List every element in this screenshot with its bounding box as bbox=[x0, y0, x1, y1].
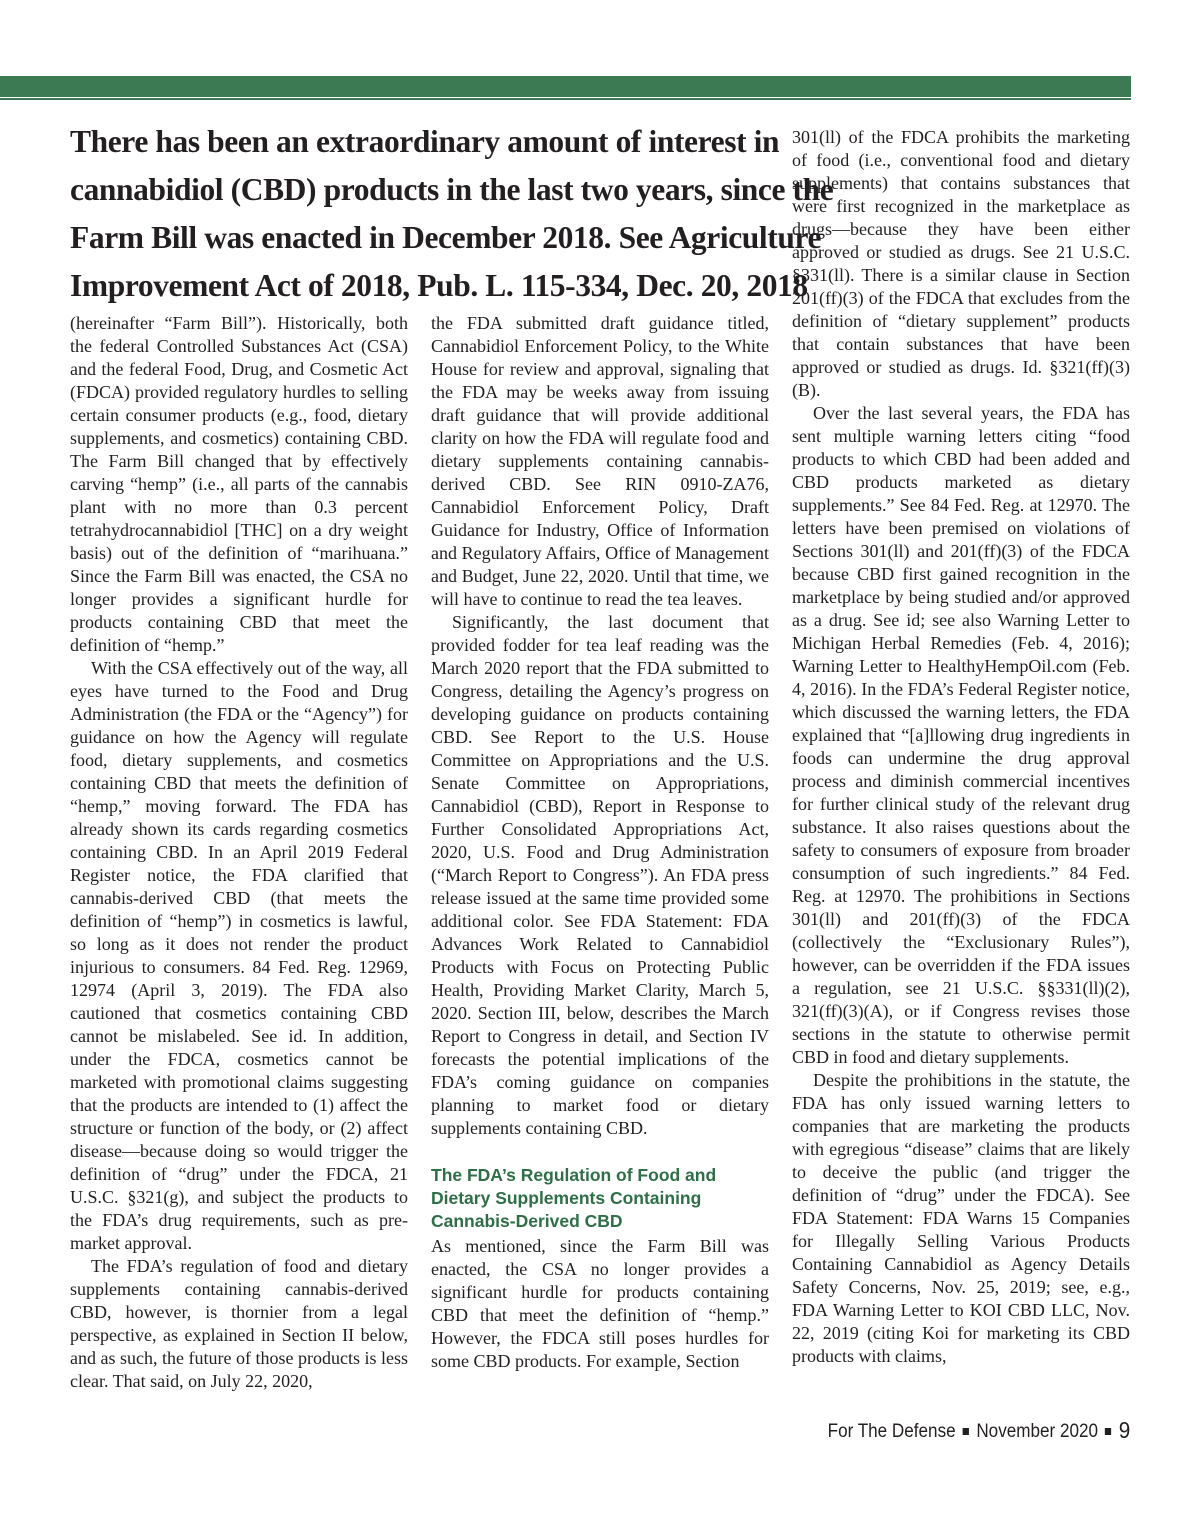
lead-line: There has been an extraordinary amount of interest in bbox=[70, 124, 780, 159]
lead-line: Farm Bill was enacted in December 2018. See Agriculture bbox=[70, 220, 822, 255]
body-paragraph: 301(ll) of the FDCA prohibits the marketing of food (i.e., conventional food and dietary supplements) that contains substances that were first recognized in the marketplace as drugs—because they have been either approved or studied as drugs. See 21 U.S.C. §331(ll). There is a similar clause in Section 201(ff)(3) of the FDCA that excludes from the definition of “dietary supplement” products that contain substances that have been approved or studied as drugs. Id. §321(ff)(3)(B). bbox=[792, 127, 1130, 400]
column-middle bbox=[431, 312, 769, 1373]
body-paragraph: the FDA submitted draft guidance titled, Cannabidiol Enforcement Policy, to the White House for review and approval, signaling that the FDA may be weeks away from issuing draft guidance that will provide additional clarity on how the FDA will regulate food and dietary supplements containing cannabis-derived CBD. See RIN 0910-ZA76, Cannabidiol Enforcement Policy, Draft Guidance for Industry, Office of Information and Regulatory Affairs, Office of Management and Budget, June 22, 2020. Until that time, we will have to continue to read the tea leaves. bbox=[431, 313, 769, 609]
square-bullet-icon bbox=[963, 1428, 969, 1435]
body-paragraph: Over the last several years, the FDA has sent multiple warning letters citing “food products to which CBD had been added and CBD products marketed as dietary supplements.” See 84 Fed. Reg. at 12970. The letters have been premised on violations of Sections 301(ll) and 201(ff)(3) of the FDCA because CBD first gained recognition in the marketplace by being studied and/or approved as a drug. See id; see also Warning Letter to Michigan Herbal Remedies (Feb. 4, 2016); Warning Letter to HealthyHempOil.com (Feb. 4, 2016). In the FDA’s Federal Register notice, which discussed the warning letters, the FDA explained that “[a]llowing drug ingredients in foods can undermine the drug approval process and diminish commercial incentives for further clinical study of the relevant drug substance. It also raises questions about the safety to consumers of exposure from broader consumption of such ingredients.” 84 Fed. Reg. at 12970. The prohibitions in Sections 301(ll) and 201(ff)(3) of the FDCA (collectively the “Exclusionary Rules”), however, can be overridden if the FDA issues a regulation, see 21 U.S.C. §§331(ll)(2), 321(ff)(3)(A), or if Congress revises those sections in the statute to otherwise permit CBD in food and dietary supplements. bbox=[792, 403, 1130, 1067]
header-green-rule bbox=[0, 98, 1131, 100]
lead-line: cannabidiol (CBD) products in the last two years, since the bbox=[70, 172, 834, 207]
body-paragraph: The FDA’s regulation of food and dietary supplements containing cannabis-derived CBD, however, is thornier from a legal perspective, as explained in Section II below, and as such, the future of those products is less clear. That said, on July 22, 2020, bbox=[70, 1256, 408, 1391]
column-right bbox=[792, 126, 1130, 1368]
body-paragraph: Significantly, the last document that provided fodder for tea leaf reading was the March 2020 report that the FDA submitted to Congress, detailing the Agency’s progress on developing guidance on products containing CBD. See Report to the U.S. House Committee on Appropriations and the U.S. Senate Committee on Appropriations, Cannabidiol (CBD), Report in Response to Further Consolidated Appropriations Act, 2020, U.S. Food and Drug Administration (“March Report to Congress”). An FDA press release issued at the same time provided some additional color. See FDA Statement: FDA Advances Work Related to Cannabidiol Products with Focus on Protecting Public Health, Providing Market Clarity, March 5, 2020. Section III, below, describes the March Report to Congress in detail, and Section IV forecasts the potential implications of the FDA’s coming guidance on companies planning to market food or dietary supplements containing CBD. bbox=[431, 612, 769, 1138]
lead-line: Improvement Act of 2018, Pub. L. 115-334, Dec. 20, 2018 bbox=[70, 268, 808, 303]
body-paragraph: As mentioned, since the Farm Bill was enacted, the CSA no longer provides a significant hurdle for products containing CBD that meet the definition of “hemp.” However, the FDCA still poses hurdles for some CBD products. For example, Section bbox=[431, 1236, 769, 1371]
page-number: 9 bbox=[1118, 1417, 1130, 1443]
body-paragraph: With the CSA effectively out of the way, all eyes have turned to the Food and Drug Administration (the FDA or the “Agency”) for guidance on how the Agency will regulate food, dietary supplements, and cosmetics containing CBD that meets the definition of “hemp,” moving forward. The FDA has already shown its cards regarding cosmetics containing CBD. In an April 2019 Federal Register notice, the FDA clarified that cannabis-derived CBD (that meets the definition of “hemp”) in cosmetics is lawful, so long as it does not render the product injurious to consumers. 84 Fed. Reg. 12969, 12974 (April 3, 2019). The FDA also cautioned that cosmetics containing CBD cannot be mislabeled. See id. In addition, under the FDCA, cosmetics cannot be marketed with promotional claims suggesting that the products are intended to (1) affect the structure or function of the body, or (2) affect disease—because doing so would trigger the definition of “drug” under the FDCA, 21 U.S.C. §321(g), and subject the products to the FDA’s drug requirements, such as pre-market approval. bbox=[70, 658, 408, 1253]
page-footer bbox=[827, 1417, 1130, 1444]
header-green-band bbox=[0, 76, 1131, 97]
body-paragraph: (hereinafter “Farm Bill”). Historically, both the federal Controlled Substances Act (CSA) and the federal Food, Drug, and Cosmetic Act (FDCA) provided regulatory hurdles to selling certain consumer products (e.g., food, dietary supplements, and cosmetics) containing CBD. The Farm Bill changed that by effectively carving “hemp” (i.e., all parts of the cannabis plant with no more than 0.3 percent tetrahydrocannabidiol [THC] on a dry weight basis) out of the definition of “marihuana.” Since the Farm Bill was enacted, the CSA no longer provides a significant hurdle for products containing CBD that meet the definition of “hemp.” bbox=[70, 313, 408, 655]
section-subheading: The FDA’s Regulation of Food and Dietary Supplements Containing Cannabis-Derived CBD bbox=[431, 1165, 717, 1231]
issue-date: November 2020 bbox=[976, 1421, 1098, 1442]
lead-paragraph bbox=[70, 118, 834, 310]
body-paragraph: Despite the prohibitions in the statute, the FDA has only issued warning letters to companies that are marketing the products with egregious “disease” claims that are likely to deceive the public (and trigger the definition of “drug” under the FDCA). See FDA Statement: FDA Warns 15 Companies for Illegally Selling Various Products Containing Cannabidiol as Agency Details Safety Concerns, Nov. 25, 2019; see, e.g., FDA Warning Letter to KOI CBD LLC, Nov. 22, 2019 (citing Koi for marketing its CBD products with claims, bbox=[792, 1070, 1130, 1366]
square-bullet-icon bbox=[1105, 1428, 1111, 1435]
publication-name: For The Defense bbox=[827, 1421, 956, 1442]
column-left bbox=[70, 312, 408, 1393]
